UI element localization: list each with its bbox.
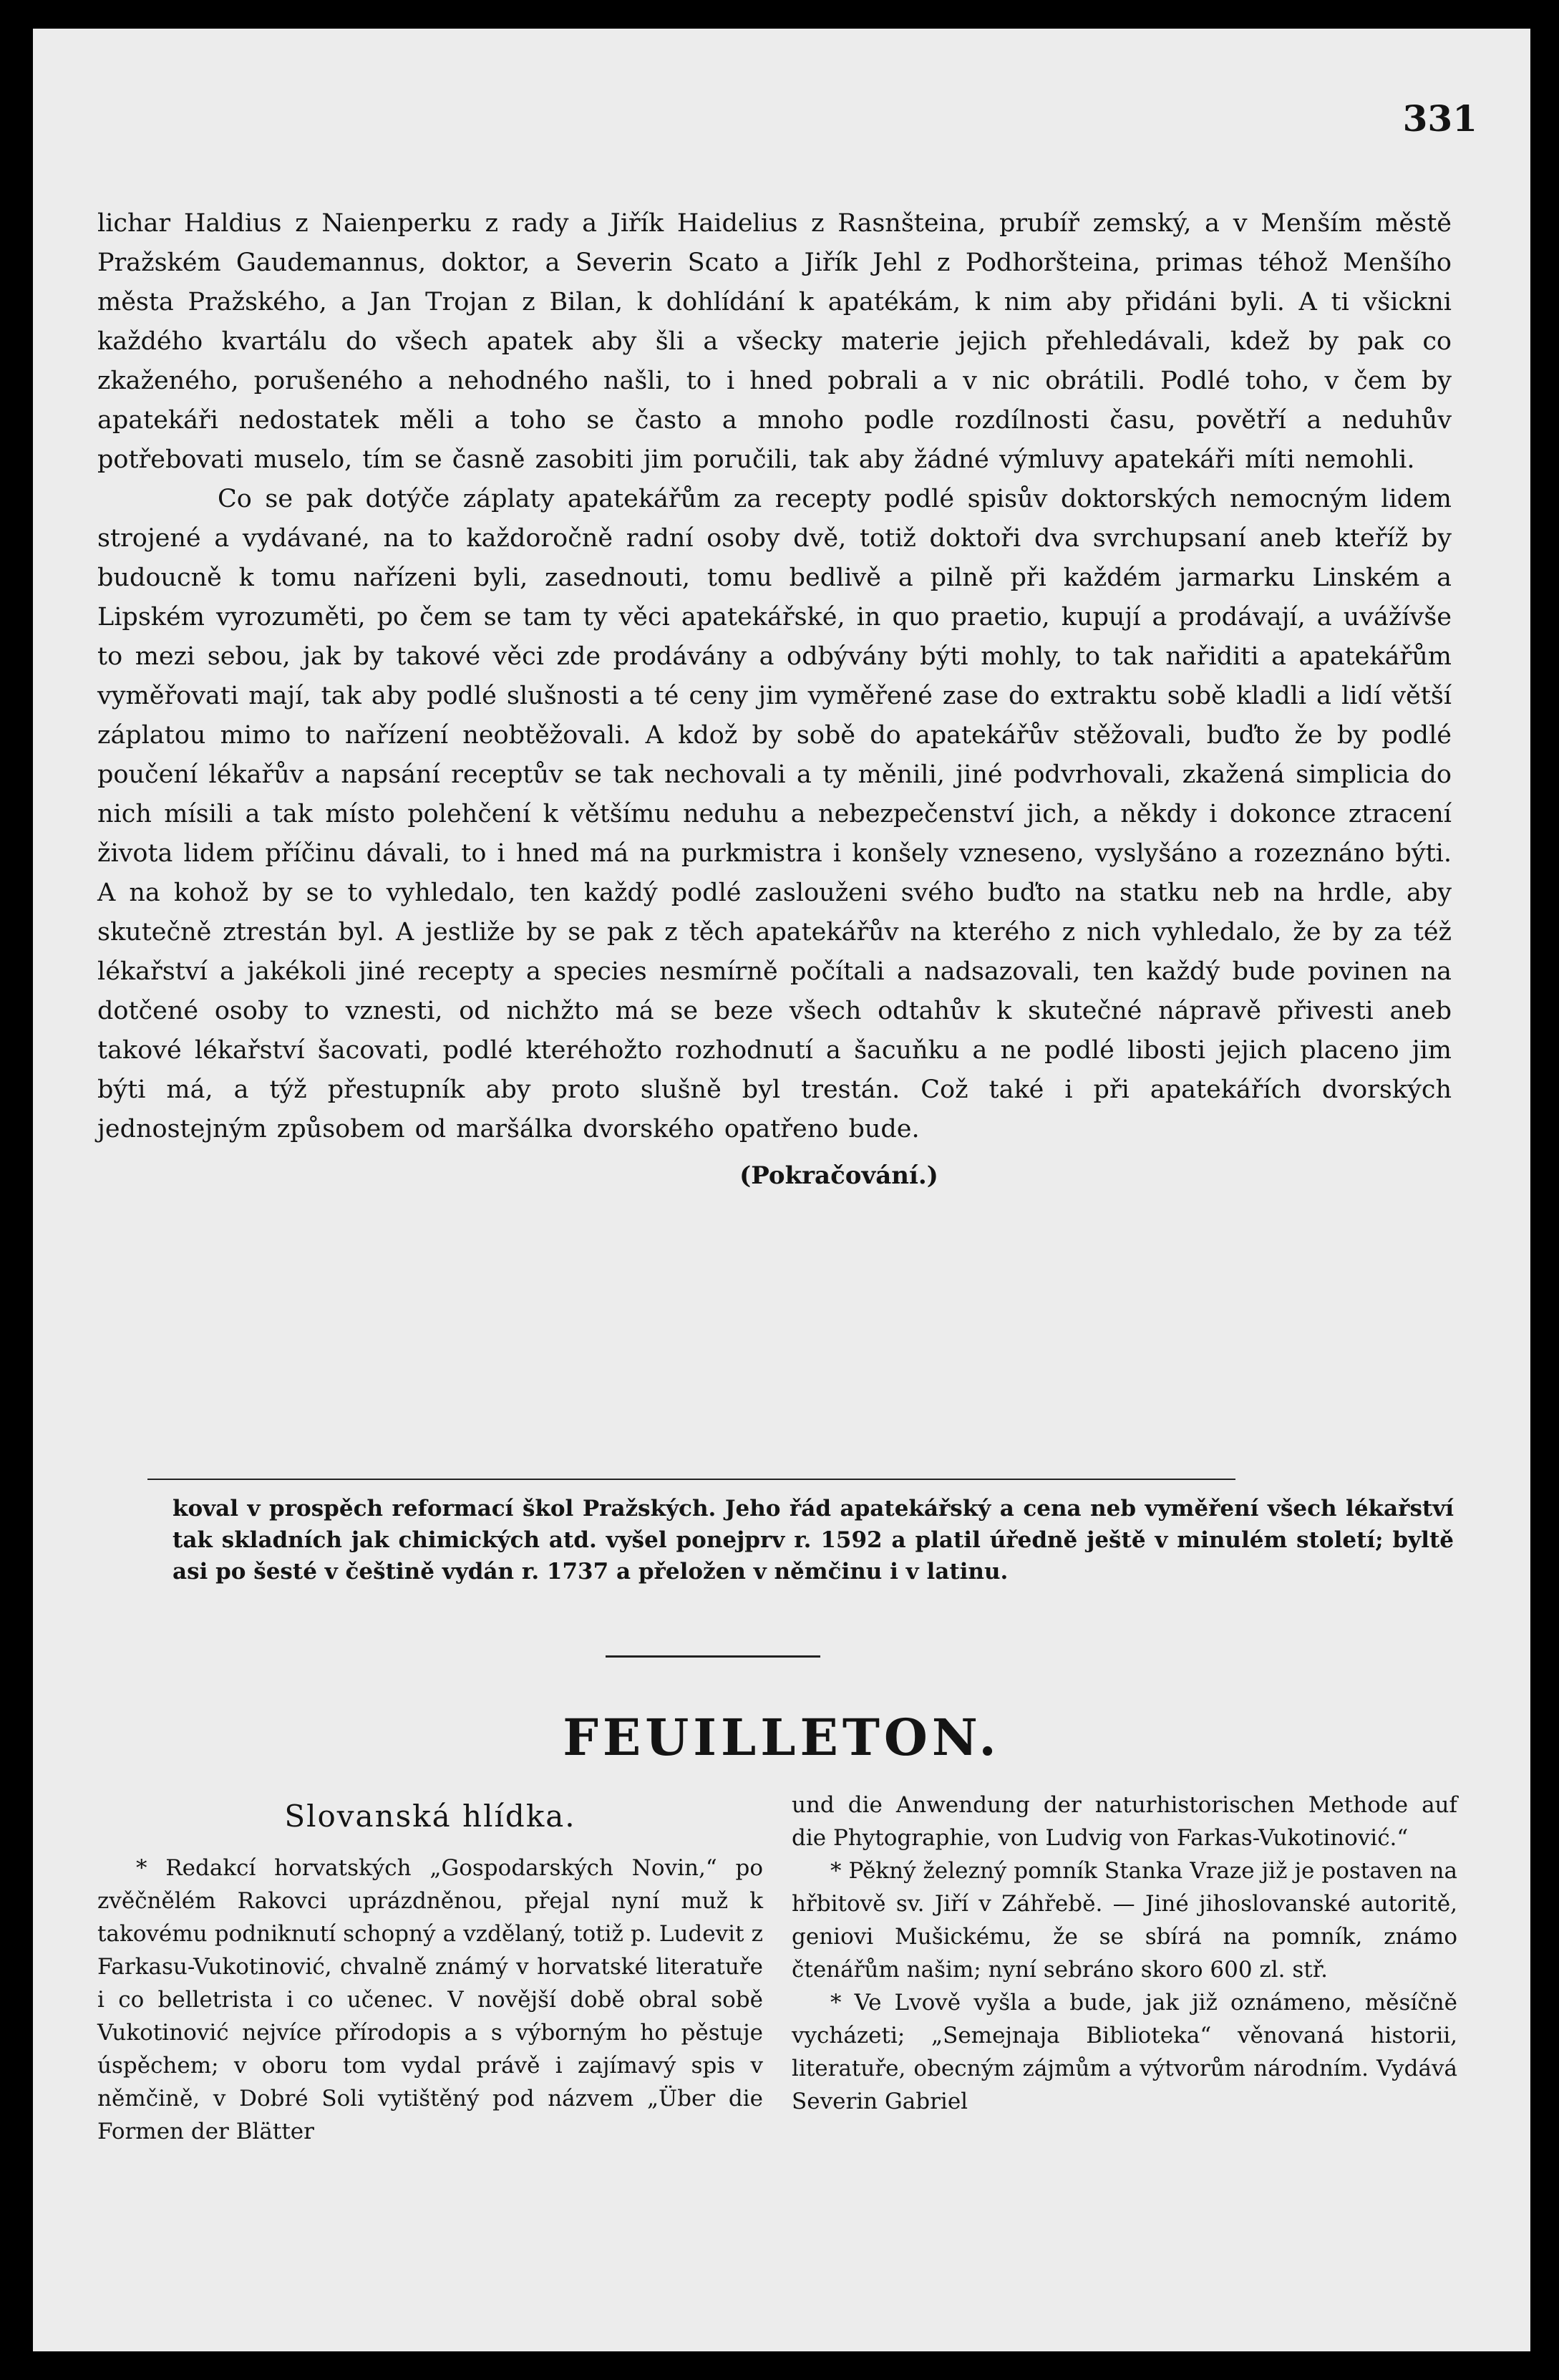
main-paragraph-1: lichar Haldius z Naienperku z rady a Jiřík Haidelius z Rasnšteina, prubíř zemský, a v Menším městě Pražském Gaudemannus, doktor, a Severin Scato a Jiřík Jehl z Podhoršteina, primas téhož Menšího města Pražského, a Jan Trojan z Bilan, k dohlídání k apatékám, k nim aby přidáni byli. A ti všickni každého kvartálu do všech apatek aby šli a všecky materie jejich přehledávali, kdež by pak co zkaženého, porušeného a nehodného našli, to i hned pobrali a v nic obrátili. Podlé toho, v čem by apatekáři nedostatek měli a toho se často a mnoho podle rozdílnosti času, povětří a neduhův potřebovati muselo, tím se časně zasobiti jim poručili, tak aby žádné výmluvy apatekáři míti nemohli. [97, 209, 1452, 474]
section-divider [606, 1655, 820, 1658]
main-text [97, 204, 1452, 1196]
footnote: koval v prospěch reformací škol Pražských. Jeho řád apatekářský a cena neb vyměření všech lékařství tak skladních jak chimických atd. vyšel ponejprv r. 1592 a platil úředně ještě v minulém století; byltě asi po šesté v češtině vydán r. 1737 a přeložen v němčinu i v latinu. [173, 1496, 1454, 1585]
right-paragraph-3: * Ve Lvově vyšla a bude, jak již oznámeno, měsíčně vycházeti; „Semejnaja Biblioteka“ věnovaná historii, literatuře, obecným zájmům a výtvorům národním. Vydává Severin Gabriel [792, 1990, 1457, 2114]
footnote-rule [147, 1479, 1235, 1480]
main-paragraph-2: Co se pak dotýče záplaty apatekářům za recepty podlé spisův doktorských nemocným lidem strojené a vydávané, na to každoročně radní osoby dvě, totiž doktoři dva svrchupsaní aneb kteříž by budoucně k tomu nařízeni byli, zasednouti, tomu bedlivě a pilně při každém jarmarku Linském a Lipském vyrozuměti, po čem se tam ty věci apatekářské, in quo praetio, kupují a prodávají, a uvážívše to mezi sebou, jak by takové věci zde prodávány a odbývány býti mohly, to tak nařiditi a apatekářům vyměřovati mají, tak aby podlé slušnosti a té ceny jim vyměřené zase do extraktu sobě kladli a lidí větší záplatou mimo to nařízení neobtěžovali. A kdož by sobě do apatekářův stěžovali, buďto že by podlé poučení lékařův a napsání receptův se tak nechovali a ty měnili, jiné podvrhovali, zkažená simplicia do nich mísili a tak místo polehčení k většímu neduhu a nebezpečenství jich, a někdy i dokonce ztracení života lidem příčinu dávali, to i hned má na purkmistra i konšely vzneseno, vyslyšáno a rozeznáno býti. A na kohož by se to vyhledalo, ten každý podlé zaslouženi svého buďto na statku neb na hrdle, aby skutečně ztrestán byl. A jestliže by se pak z těch apatekářův na kterého z nich vyhledalo, že by za též lékařství a jakékoli jiné recepty a species nesmírně počítali a nadsazovali, ten každý bude povinen na dotčené osoby to vznesti, od nichžto má se beze všech odtahův k skutečné nápravě přivesti aneb takové lékařství šacovati, podlé kteréhožto rozhodnutí a šacuňku a ne podlé libosti jejich placeno jim býti má, a týž přestupník aby proto slušně byl trestán. Což také i při apatekářích dvorských jednostejným způsobem od maršálka dvorského opatřeno bude. [97, 485, 1452, 1143]
column-heading: Slovanská hlídka. [284, 1799, 576, 1834]
continued-note: (Pokračování.) [739, 1161, 938, 1190]
feuilleton-title: FEUILLETON. [563, 1708, 1001, 1767]
right-paragraph-2: * Pěkný železný pomník Stanka Vraze již je postaven na hřbitově sv. Jiří v Záhřebě. — Jiné jihoslovanské autoritě, geniovi Mušickému, že se sbírá na pomník, známo čtenářům našim; nyní sebráno skoro 600 zl. stř. [792, 1858, 1457, 1983]
newspaper-page [33, 29, 1530, 2351]
left-paragraph: * Redakcí horvatských „Gospodarských Novin,“ po zvěčnělém Rakovci uprázdněnou, přejal nyní muž k takovému podniknutí schopný a vzdělaný, totiž p. Ludevit z Farkasu-Vukotinović, chvalně známý v horvatské literatuře i co belletrista i co učenec. V novější době obral sobě Vukotinović nejvíce přírodopis a s výborným ho pěstuje úspěchem; v oboru tom vydal právě i zajímavý spis v němčině, v Dobré Soli vytištěný pod názvem „Über die Formen der Blätter [97, 1855, 763, 2144]
right-paragraph-1: und die Anwendung der naturhistorischen Methode auf die Phytographie, von Ludvig von Farkas-Vukotinović.“ [792, 1792, 1457, 1851]
feuilleton-left-column [97, 1789, 763, 2148]
page-number: 331 [1402, 97, 1477, 140]
feuilleton-right-column [792, 1789, 1457, 2118]
